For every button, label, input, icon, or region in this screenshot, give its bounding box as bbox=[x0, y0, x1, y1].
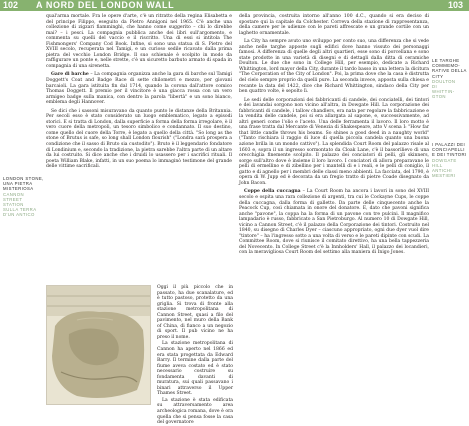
note-line: GTON bbox=[432, 94, 446, 100]
paragraph: La City ha sempre avuto uno sviluppo per conto suo, una differenza che si vede anche nelle targhe apposte sugli edifici dove hanno vissuto dei personaggi famosi. A differenza di quelle degli altri quartieri, esse sono di porcellana e sono state prodotte in una varietà di disegni e di dettagli dalla ditta di ceramiche Doulton. Le due che sono in College Hill, per esempio, dedicate a Richard Whittington, lord mayor della City, durante il tardo basso in una lettera la dicitura "The Corporation of the City of London". Poi, la prima dove che la casa è distrutta del cielo sempre proprio da quelli pure. La seconda invece, apposta sulla chiesa e recante la data del 1422, dice che Richard Whittington, sindaco della City per ben quattro volte, è sepolto lì. bbox=[239, 39, 429, 95]
note-line: I PALAZZI DEI bbox=[432, 142, 466, 147]
note-line: D'UN ANTICO bbox=[3, 212, 35, 218]
note-line: STREET bbox=[3, 196, 23, 202]
note-line: CANNON bbox=[3, 191, 25, 197]
margin-note-blue-plaques bbox=[432, 58, 469, 100]
note-line: CONCIAPELLI bbox=[432, 147, 465, 153]
note-line: WHITTIN- bbox=[432, 89, 455, 95]
paragraph: della provincia, costruita intorno all'anno 100 d.C., quando si era deciso di spostare qui la capitale da Colchester. Correva della stazione di rappresentanza, della camere per le udienze con le pareti affrescate e un grande cortile con un laghetto ornamentale. bbox=[239, 14, 429, 36]
note-line: DOWGATE bbox=[432, 157, 457, 163]
page-header bbox=[0, 0, 469, 11]
section-title-cockayne-cups: Coppe della cuccagna bbox=[244, 189, 301, 195]
note-line: DI bbox=[432, 84, 438, 90]
paragraph: La stazione metropolitana di Cannon ha aperto nel 1866 ed era stata progettata da Edward Barry. Il termine dalla parte del fiume aveva costato ed è stato necessario costruire su fondamenta davanti di muratura, sui quali passavano i binari attraverso il Upper Thames Street. bbox=[157, 341, 233, 397]
margin-note-london-stone bbox=[3, 176, 45, 218]
note-line: MISTERIOSA bbox=[3, 186, 34, 192]
note-line: LE TARGHE bbox=[432, 58, 460, 63]
paragraph: Oggi il più piccolo che in passato, ha due scanalature, ed è tutto pastoso, protetto da una griglia. Si trova di fronte alla stazione metropolitana di Cannon Street, quasi a filo del pavimento, nel muro della Bank of China, di fianco a un negozio di sport. Il pub vicino ne ha preso il nome. bbox=[157, 285, 233, 340]
section-title-boat-race: Gare di barche bbox=[51, 72, 89, 78]
note-line: DOULTON bbox=[432, 78, 456, 84]
note-line: SULLA TERRA bbox=[3, 207, 37, 213]
note-line: COMMEMO- bbox=[432, 63, 461, 69]
note-line: MESTIERI bbox=[432, 173, 456, 179]
right-page-number: 103 bbox=[448, 0, 464, 10]
paragraph: qual'arma mortale. Fra le opere d'arte, c'è un ritratto della regina Elisabetta e del principe Filippo, eseguito da Pietro Annigoni nel 1965. C'è anche una collezione di zigzari fiamminghi, che hanno come suggerito – chi lo direbbe mai? – i pesci. La compagnia pubblica anche dei libri sull'argomento, e commenta su quelli del vaccio e il riscritto. Una di essi si intitola The Fishmongers' Company Cod Book. Infine, si sono una statua di S. Pietro del XVIII secolo, recuperata nel Tamigi, e un curioso sedile ricavato dalla prima pietra del vecchio London Bridge. Il suo schienale è scolpito in modo da raffigurare un ponte e, nelle strette, c'è un sicuretto barbuto armato di spada in compagnia di una sirenetta. bbox=[46, 14, 232, 69]
right-column bbox=[239, 14, 429, 411]
left-page-number: 102 bbox=[3, 0, 19, 10]
note-line: E DEI TINTORI bbox=[432, 152, 467, 158]
paragraph: – La Court Room ha ancora i lavori in sono del XVIII secolo e ospita una rara collezione di argenti, tra cui le Cockayne Cups, le coppe della cuccagna, dalla forma di galletto. Da parte delle cinquecento anche la Peacock Cup, così chiamata in onore del donatore. E, dato che pavoni significa anche "pavone", la coppa ha la forma di un pavone con tre pulcini. Il magnifico lampadario è russo, fabbricato a San Pietroburgo. Al numero 10 di Dowgate Hill, vicino a Cannon Street, c'è il palazzo della Corporazione dei tintori. Costruito nel 1840, su disegno di Charles Dyer – ciascuno appropriato, ogni due dyer vuol dire "tintore" – ha l'ingresso sotto a una volta di verso e le pareti dipinte con scudi. La Committee Room, dove si riunisce il comitato direttivo, ha una bella tappezzeria del Novecento. In College Street c'è la Innholders' Hall, il palazzo dei locandieri, con la meravigliosa Court Room del settimo alla maniera di Inigo Jones. bbox=[239, 189, 430, 256]
note-line: STATION bbox=[3, 202, 24, 208]
note-line: HILL bbox=[432, 162, 443, 168]
left-running-title: A NORD DEL LONDON WALL bbox=[36, 0, 175, 10]
london-stone-photo bbox=[46, 285, 151, 405]
paragraph: Le sedi delle corporazioni dei fabbricanti di candele, dei conciatelli, dei tintori e dei lavandai sorgono non vicino all'altra, in Dowgate Hill. La corporazione dei fabbricanti di candele, i tallow chandlers, era nata per regolare la fabbricazione e la vendita delle candele, poi si era allargata al sapone, e, successivamente, ad altri generi come l'olio e l'aceto. Una delle ferramenta il lavoro. Il loro motto è una frase tratta dal Mercante di Venezia di Shakespeare, atto V scena I: "How far that little candle throws his beams. So shines a good deed in a naughty world" ("Tanto rischiara il raggio di luce di quella piccola candela quanto una buona azione brilla in un mondo cattivo"). La splendida Court Room del palazzo risale al 1603 e, sopra il un ingresso sormontato da Cloak Lane, c'è il bassorilievo di una orecchiglia finemente scolpito. Il palazzo dei conciatori di pelli, gli skinners, sorge sull'altro dove è insieme il loro lavoro. I conciatori di allora preparavano le pelli di ermellino e di zibellino per i mantelli di e i reali, e le pelli di coniglio, il gatto e di agnello per i membri delle classi meno abbienti. La facciata, del 1790, è opera di W. Jupp ed è decorata da un fregio tratto di pietre Coade disegnato da John Bacon. bbox=[239, 97, 429, 186]
margin-note-guild-halls bbox=[432, 142, 469, 178]
paragraph: Se dici che i sassoni misuravano da quanto punto le distanze della Britannia. Per secoli esso è stato considerato un luogo emblematico, legato a episodi storici. E si tratta di London, dalla superficie a forma della forma irregolare, è il vero cuore della metropoli, un tesoro simbolico e condannato. Il suo destino, come quello del cuore della Torre, è legato a quello della città. "So long as the stone of Brutus is safe, so long shall London flourish" ("Londra sarà prospera a condizione che il sasso di Bruto sia custodito"). Bruto è il leggendario fondatore di Londinium e, secondo la tradizione, la pietra sarebbe l'altra parte di un altare da lui costruito. Si dice anche che i druidi lo usassero per i sacrifici rituali. Il poeta William Blake, infatti, in un suo poema lo immaginò testimone del grande delle vittime sacrificali. bbox=[46, 108, 232, 170]
note-line: RATIVE DELLA bbox=[432, 68, 467, 74]
note-line: UNA PIETRA bbox=[3, 181, 33, 187]
note-line: ANTICHI bbox=[432, 168, 452, 174]
paragraph: – La compagnia organizza anche la gara di barche sul Tamigi Doggett's Coat and Badge Race di sette chilometri e mezzo, per giovani barcaioli. La gara istituita fin dal 1714, quando la corona dall'attore comico Thomas Doggett. Il premio per il vincitore è una giacca rossa con un vero armigeo badge sulla manica, con dentro la parola "libertà" e un sono bianco, emblema degli Hannover. bbox=[46, 72, 232, 106]
note-line: LONDON STONE, bbox=[3, 176, 44, 181]
stone-image bbox=[47, 286, 150, 404]
left-column-top bbox=[46, 14, 232, 284]
note-line: CITY bbox=[432, 73, 444, 79]
paragraph: La stazione è stata edificata su attraversamento area archeologica romana, dove è ora quella che si pensa fosse la casa del governatore bbox=[157, 397, 233, 426]
left-column-bottom bbox=[157, 285, 233, 426]
